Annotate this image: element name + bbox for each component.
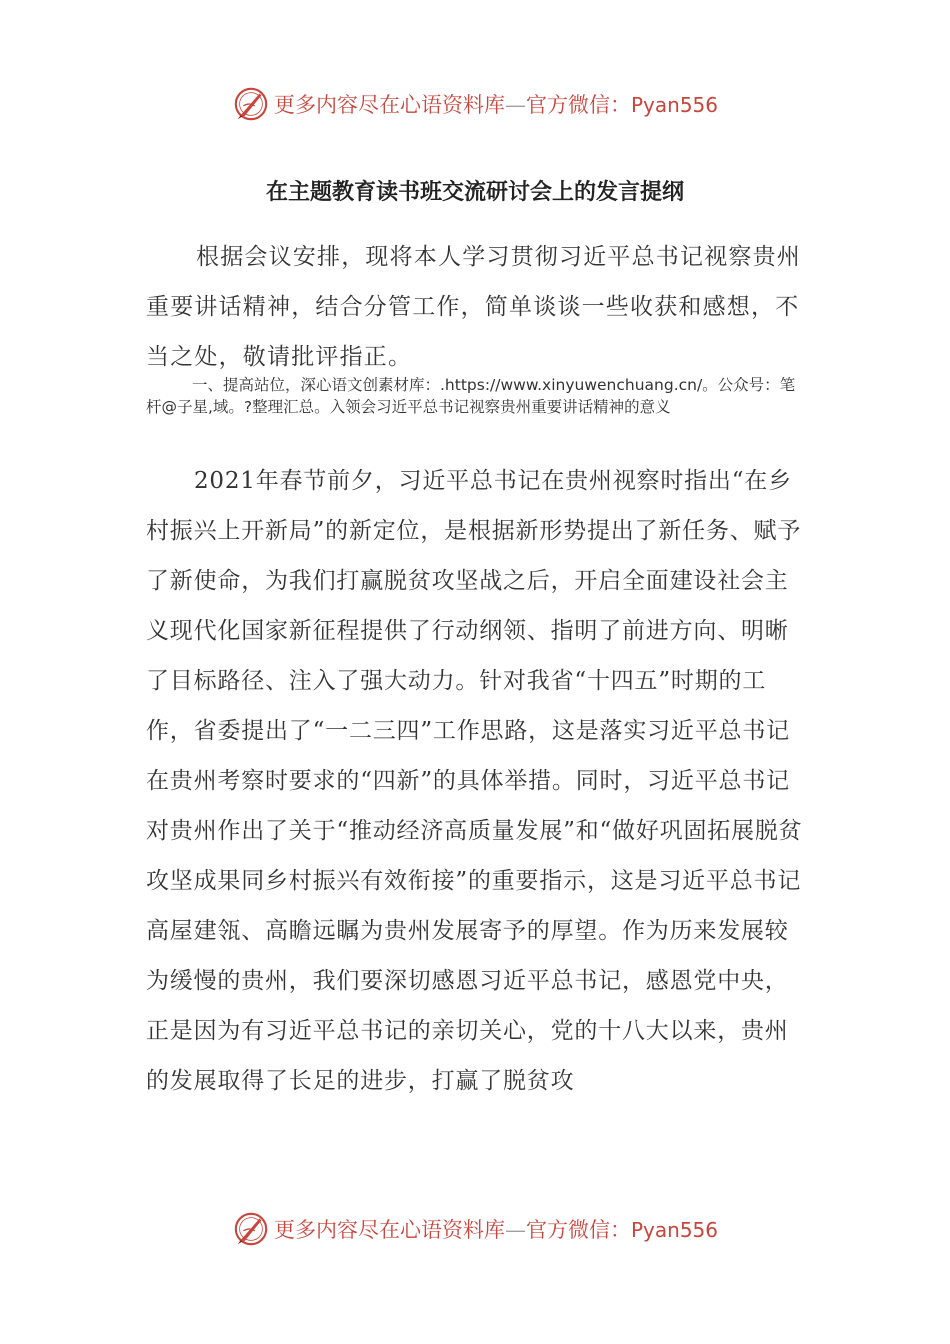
- section-heading-note: [146, 374, 810, 418]
- watermark-site: 更多内容尽在心语资料库: [273, 93, 505, 117]
- watermark-contact-id: Pyan556: [630, 1218, 718, 1242]
- watermark-site: 更多内容尽在心语资料库: [273, 1218, 505, 1242]
- watermark-contact-label: 官方微信：: [525, 93, 631, 117]
- section-note-text: 一、提高站位，深心语文创素材库：.https://www.xinyuwenchuang.cn/。公众号：笔杆@子星,域。?整理汇总。入领会习近平总书记视察贵州重要讲话精神的意义: [146, 376, 796, 416]
- watermark-contact-label: 官方微信：: [525, 1218, 631, 1242]
- watermark-separator: —: [504, 1218, 526, 1242]
- intro-paragraph: 根据会议安排，现将本人学习贯彻习近平总书记视察贵州重要讲话精神，结合分管工作，简单谈谈一些收获和感想，不当之处，敬请批评指正。: [146, 244, 801, 370]
- header-watermark: [0, 80, 950, 128]
- watermark-contact-id: Pyan556: [630, 93, 718, 117]
- body-paragraph: 2021年春节前夕，习近平总书记在贵州视察时指出“在乡村振兴上开新局”的新定位，是根据新形势提出了新任务、赋予了新使命，为我们打赢脱贫攻坚战之后，开启全面建设社会主义现代化国家新征程提供了行动纲领、指明了前进方向、明晰了目标路径、注入了强大动力。针对我省“十四五”时期的工作，省委提出了“一二三四”工作思路，这是落实习近平总书记在贵州考察时要求的“四新”的具体举措。同时，习近平总书记对贵州作出了关于“推动经济高质量发展”和“做好巩固拓展脱贫攻坚成果同乡村振兴有效衔接”的重要指示，这是习近平总书记高屋建瓴、高瞻远瞩为贵州发展寄予的厚望。作为历来发展较为缓慢的贵州，我们要深切感恩习近平总书记，感恩党中央，正是因为有习近平总书记的亲切关心，党的十八大以来，贵州的发展取得了长足的进步，打赢了脱贫攻: [146, 468, 803, 1094]
- watermark-text: [274, 89, 718, 119]
- watermark-text: [274, 1214, 718, 1244]
- quill-logo-icon: [232, 1210, 270, 1248]
- quill-logo-icon: [232, 85, 270, 123]
- document-title: 在主题教育读书班交流研讨会上的发言提纲: [265, 180, 684, 205]
- watermark-separator: —: [504, 93, 526, 117]
- footer-watermark: [0, 1205, 950, 1253]
